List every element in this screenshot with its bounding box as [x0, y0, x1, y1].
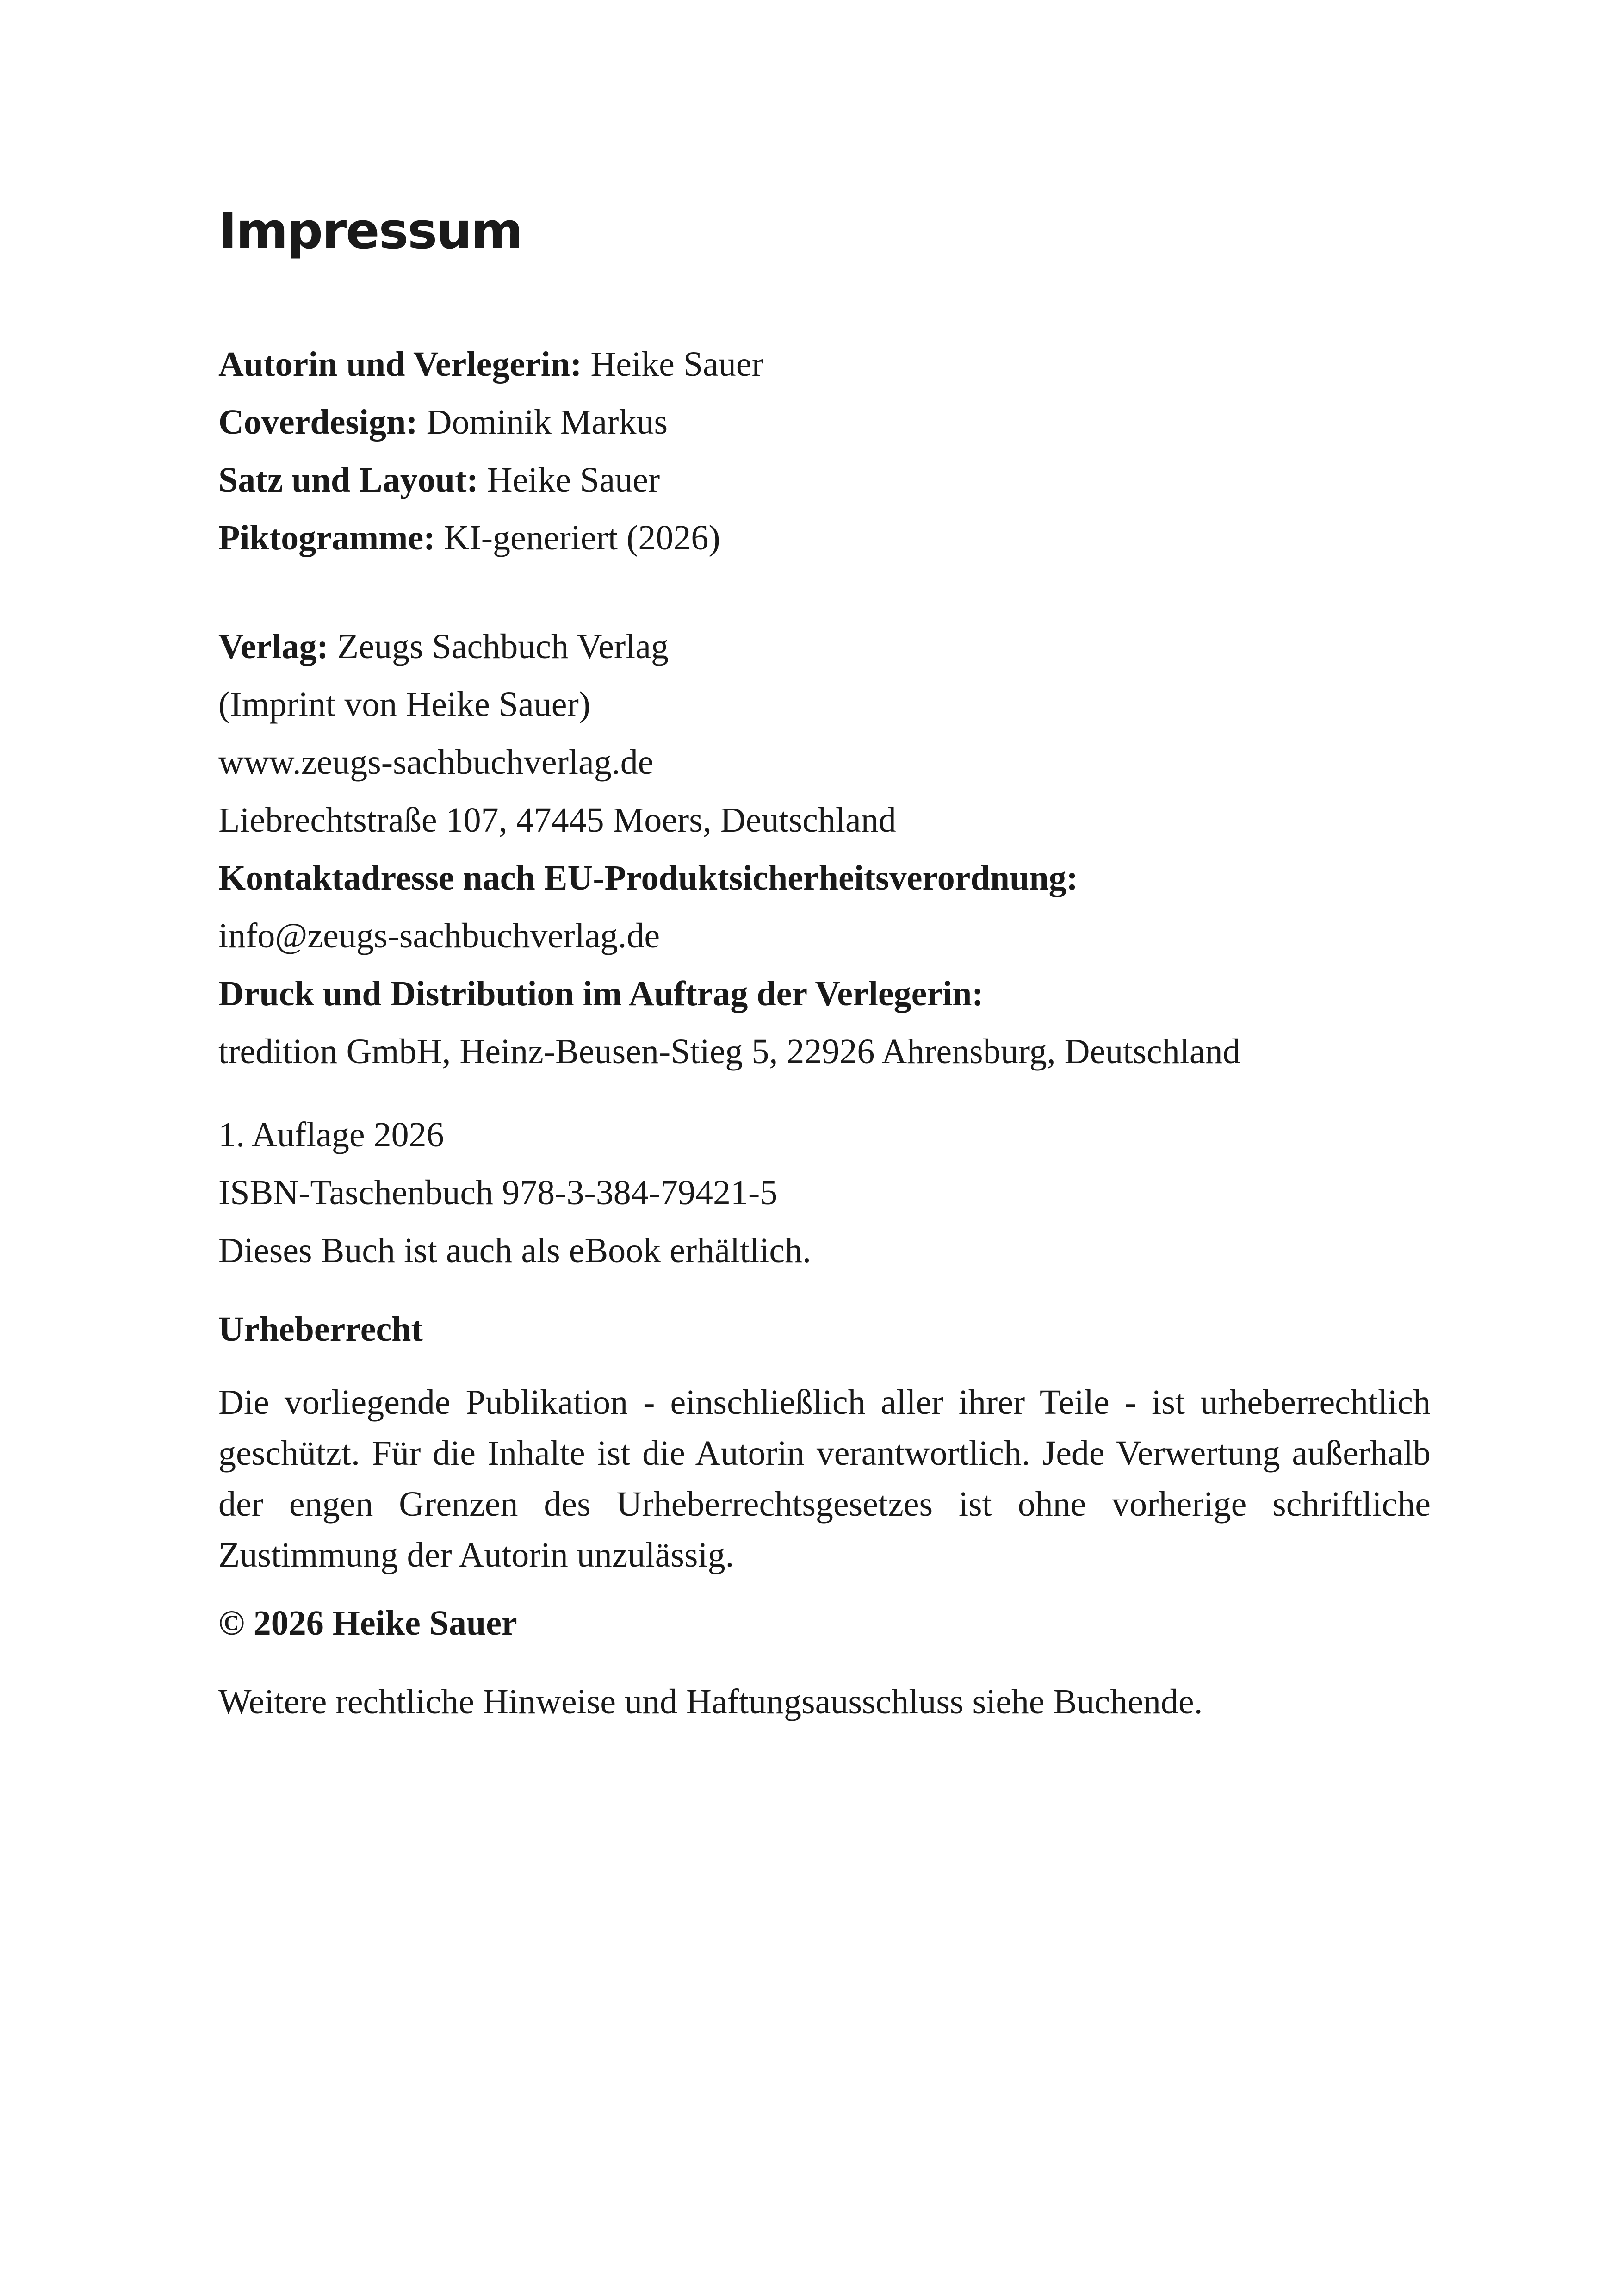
publisher-label: Verlag: [218, 627, 329, 666]
legal-footer-block [218, 1673, 1203, 1731]
publisher-name: Zeugs Sachbuch Verlag [337, 627, 669, 666]
copyright-heading-block [218, 1300, 423, 1358]
copyright-notice-block [218, 1594, 517, 1652]
copyright-notice: © 2026 Heike Sauer [218, 1604, 517, 1643]
credit-layout [218, 451, 763, 509]
publisher-block [218, 618, 1240, 1081]
credit-label: Autorin und Verlegerin: [218, 345, 582, 384]
edition-number: 1. Auflage 2026 [218, 1115, 444, 1154]
credit-label: Piktogramme: [218, 518, 435, 557]
print-value: tredition GmbH, Heinz-Beusen-Stieg 5, 22926 Ahrensburg, Deutschland [218, 1032, 1240, 1071]
credit-label: Satz und Layout: [218, 460, 478, 499]
legal-footer: Weitere rechtliche Hinweise und Haftungsausschluss siehe Buchende. [218, 1682, 1203, 1721]
ebook-note: Dieses Buch ist auch als eBook erhältlich. [218, 1231, 812, 1270]
publisher-imprint: (Imprint von Heike Sauer) [218, 685, 591, 724]
credit-label: Coverdesign: [218, 403, 418, 442]
credit-value: Heike Sauer [487, 460, 660, 499]
publisher-address: Liebrechtstraße 107, 47445 Moers, Deutschland [218, 801, 896, 840]
isbn: ISBN-Taschenbuch 978-3-384-79421-5 [218, 1173, 778, 1212]
credits-block [218, 336, 763, 567]
credit-cover [218, 393, 763, 451]
credit-value: Dominik Markus [426, 403, 668, 442]
credit-author [218, 336, 763, 393]
credit-value: Heike Sauer [590, 345, 763, 384]
credit-pictograms [218, 509, 763, 567]
print-label: Druck und Distribution im Auftrag der Verlegerin: [218, 974, 984, 1013]
publisher-name-line [218, 618, 1240, 676]
contact-label: Kontaktadresse nach EU-Produktsicherheitsverordnung: [218, 859, 1078, 897]
copyright-heading: Urheberrecht [218, 1310, 423, 1349]
contact-email[interactable]: info@zeugs-sachbuchverlag.de [218, 916, 660, 955]
page-title: Impressum [218, 202, 522, 260]
edition-block [218, 1106, 811, 1280]
credit-value: KI-generiert (2026) [444, 518, 720, 557]
publisher-website[interactable]: www.zeugs-sachbuchverlag.de [218, 743, 654, 782]
copyright-text: Die vorliegende Publikation - einschließlich aller ihrer Teile - ist urheberrechtlich geschützt. Für die Inhalte ist die Autorin verantwortlich. Jede Verwertung außerhalb der engen Grenzen des Urheberrechtsgesetzes ist ohne vorherige schriftliche Zustimmung der Autorin unzulässig. [218, 1383, 1431, 1574]
